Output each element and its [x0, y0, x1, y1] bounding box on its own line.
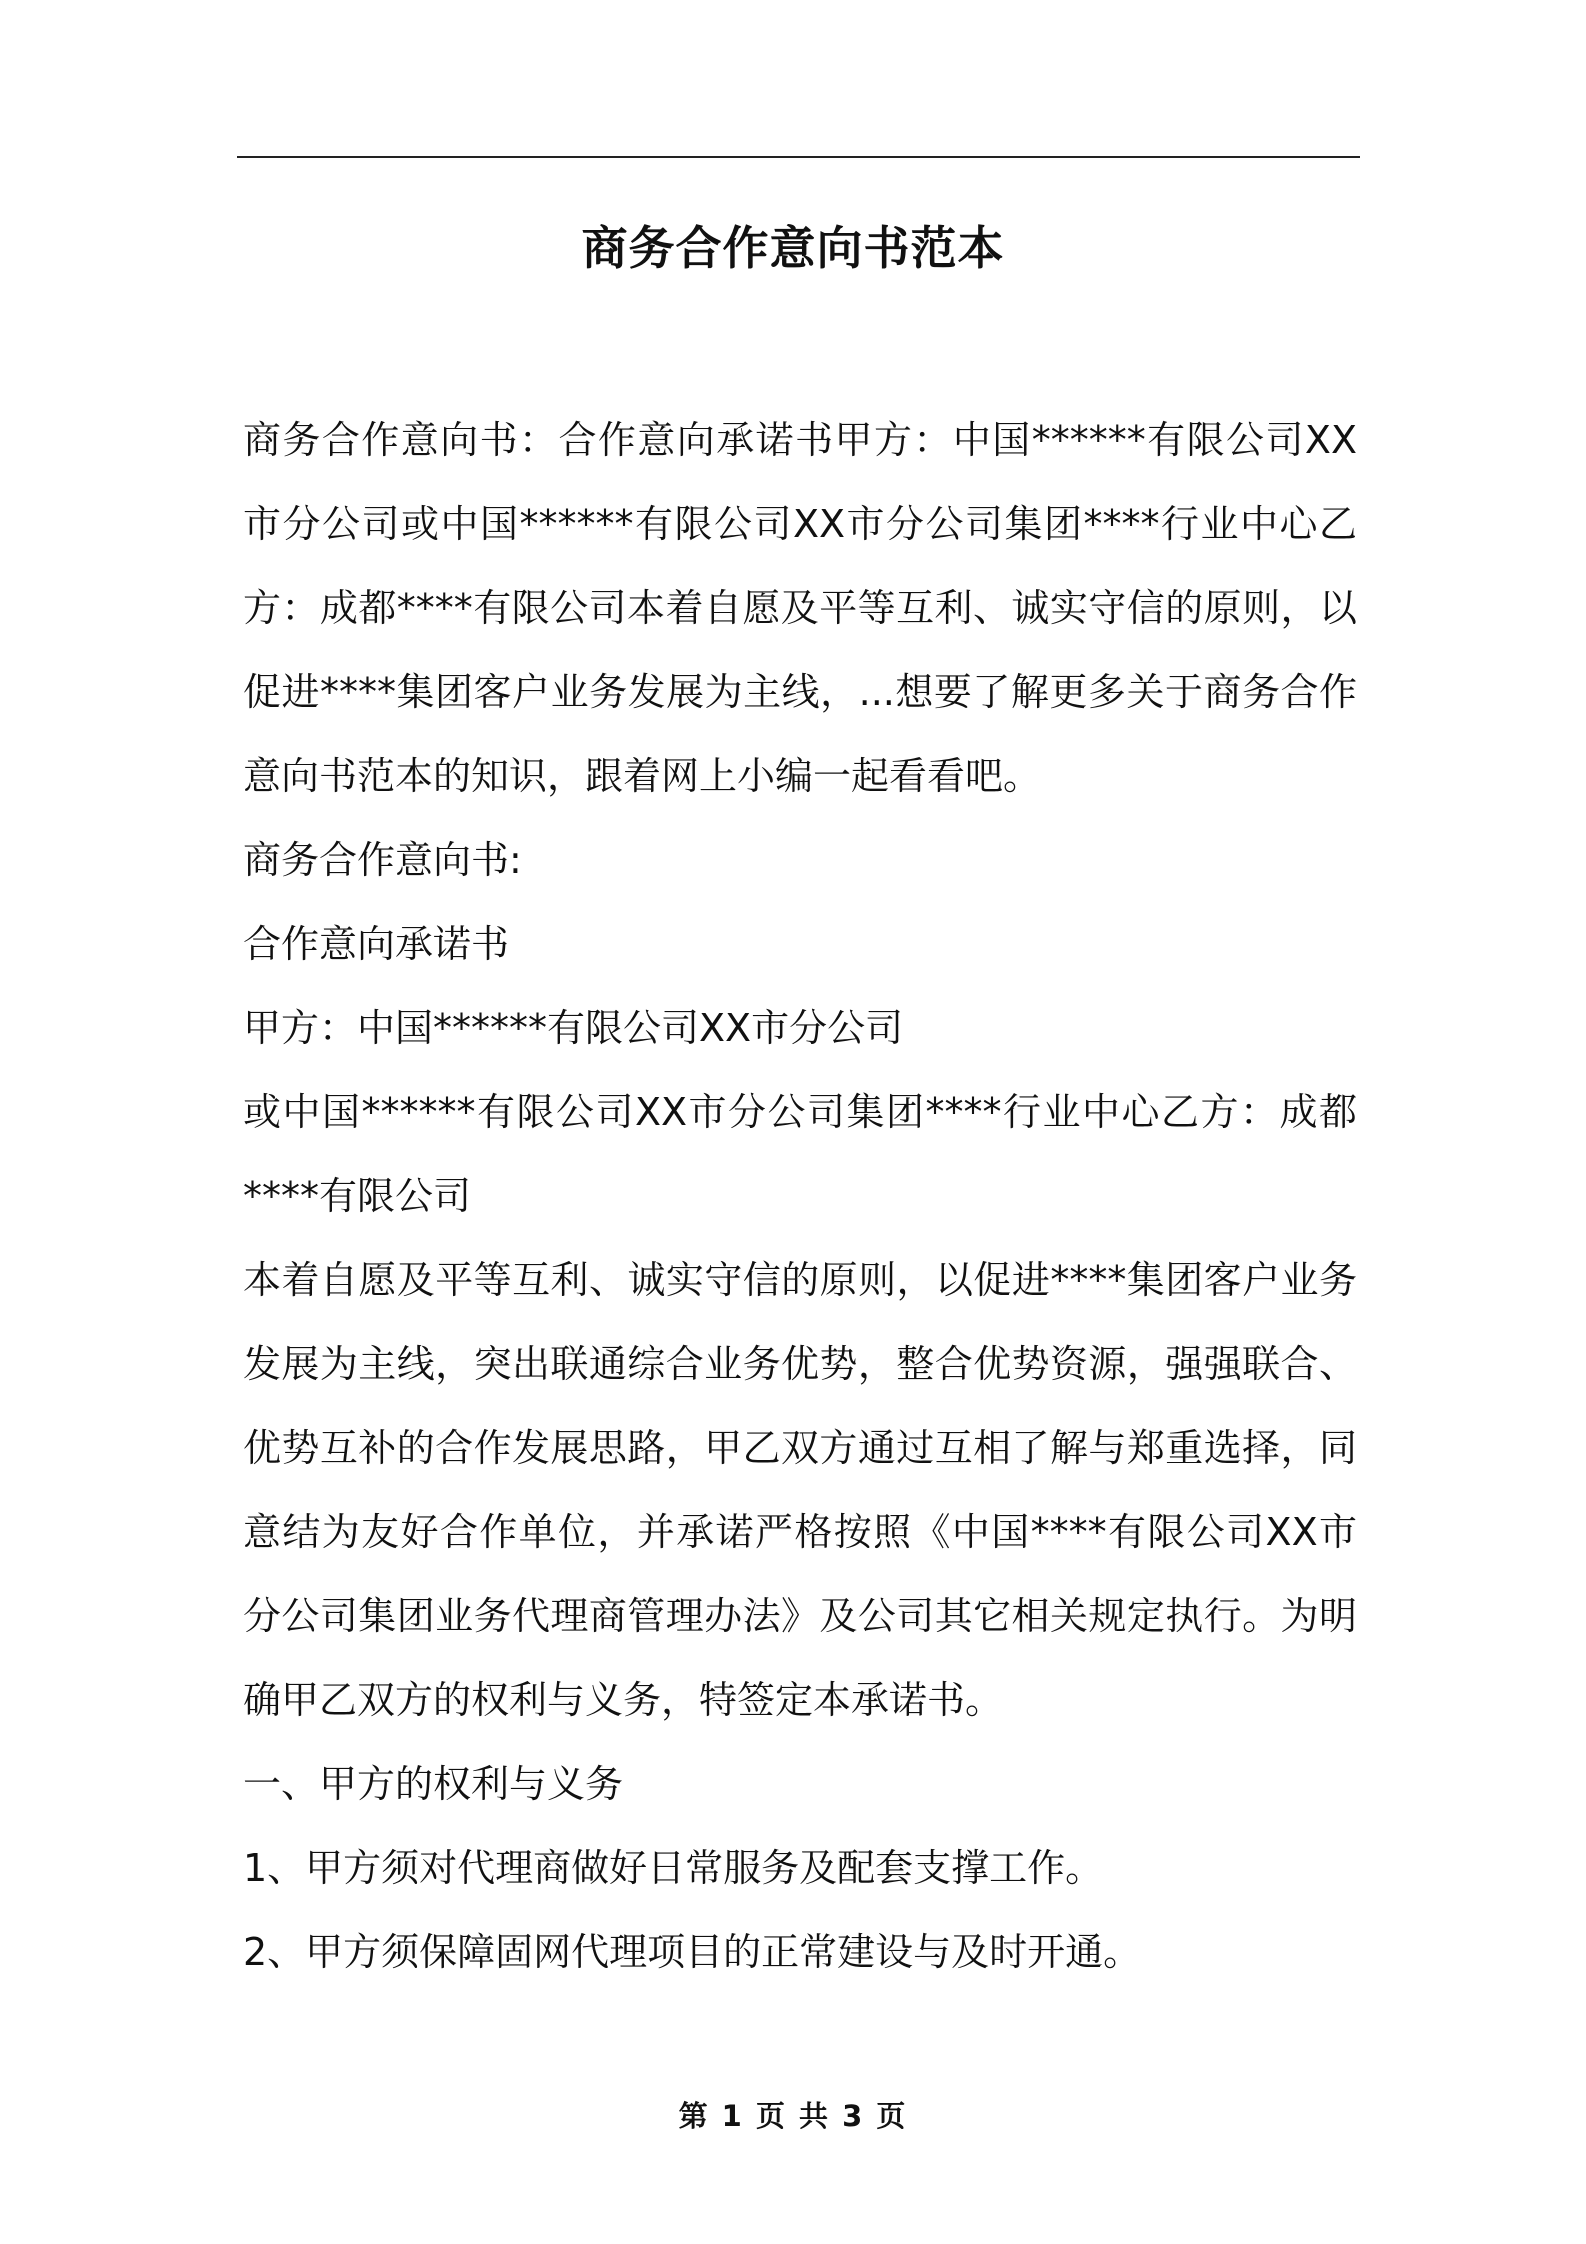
party-b-line: 或中国******有限公司XX市分公司集团****行业中心乙方：成都****有限公司: [243, 1090, 1357, 1218]
clause-2: 2、甲方须保障固网代理项目的正常建设与及时开通。: [243, 1930, 1142, 1974]
document-body: [243, 398, 1357, 1994]
section-heading-letter: 商务合作意向书:: [243, 838, 522, 882]
section-heading-party-a: 一、甲方的权利与义务: [243, 1762, 624, 1806]
party-a-line: 甲方：中国******有限公司XX市分公司: [243, 1006, 904, 1050]
clause-1: 1、甲方须对代理商做好日常服务及配套支撑工作。: [243, 1846, 1104, 1890]
intro-paragraph: 商务合作意向书：合作意向承诺书甲方：中国******有限公司XX市分公司或中国******有限公司XX市分公司集团****行业中心乙方：成都****有限公司本着自愿及平等互利、诚实守信的原则，以促进****集团客户业务发展为主线，...想要了解更多关于商务合作意向书范本的知识，跟着网上小编一起看看吧。: [243, 418, 1357, 798]
letter-title: 合作意向承诺书: [243, 922, 510, 966]
header-divider: [237, 156, 1360, 158]
page-number-footer: 第 1 页 共 3 页: [678, 2099, 908, 2133]
principle-paragraph: 本着自愿及平等互利、诚实守信的原则，以促进****集团客户业务发展为主线，突出联通综合业务优势，整合优势资源，强强联合、优势互补的合作发展思路，甲乙双方通过互相了解与郑重选择，同意结为友好合作单位，并承诺严格按照《中国****有限公司XX市分公司集团业务代理商管理办法》及公司其它相关规定执行。为明确甲乙双方的权利与义务，特签定本承诺书。: [243, 1258, 1357, 1722]
document-title: 商务合作意向书范本: [581, 221, 1005, 275]
